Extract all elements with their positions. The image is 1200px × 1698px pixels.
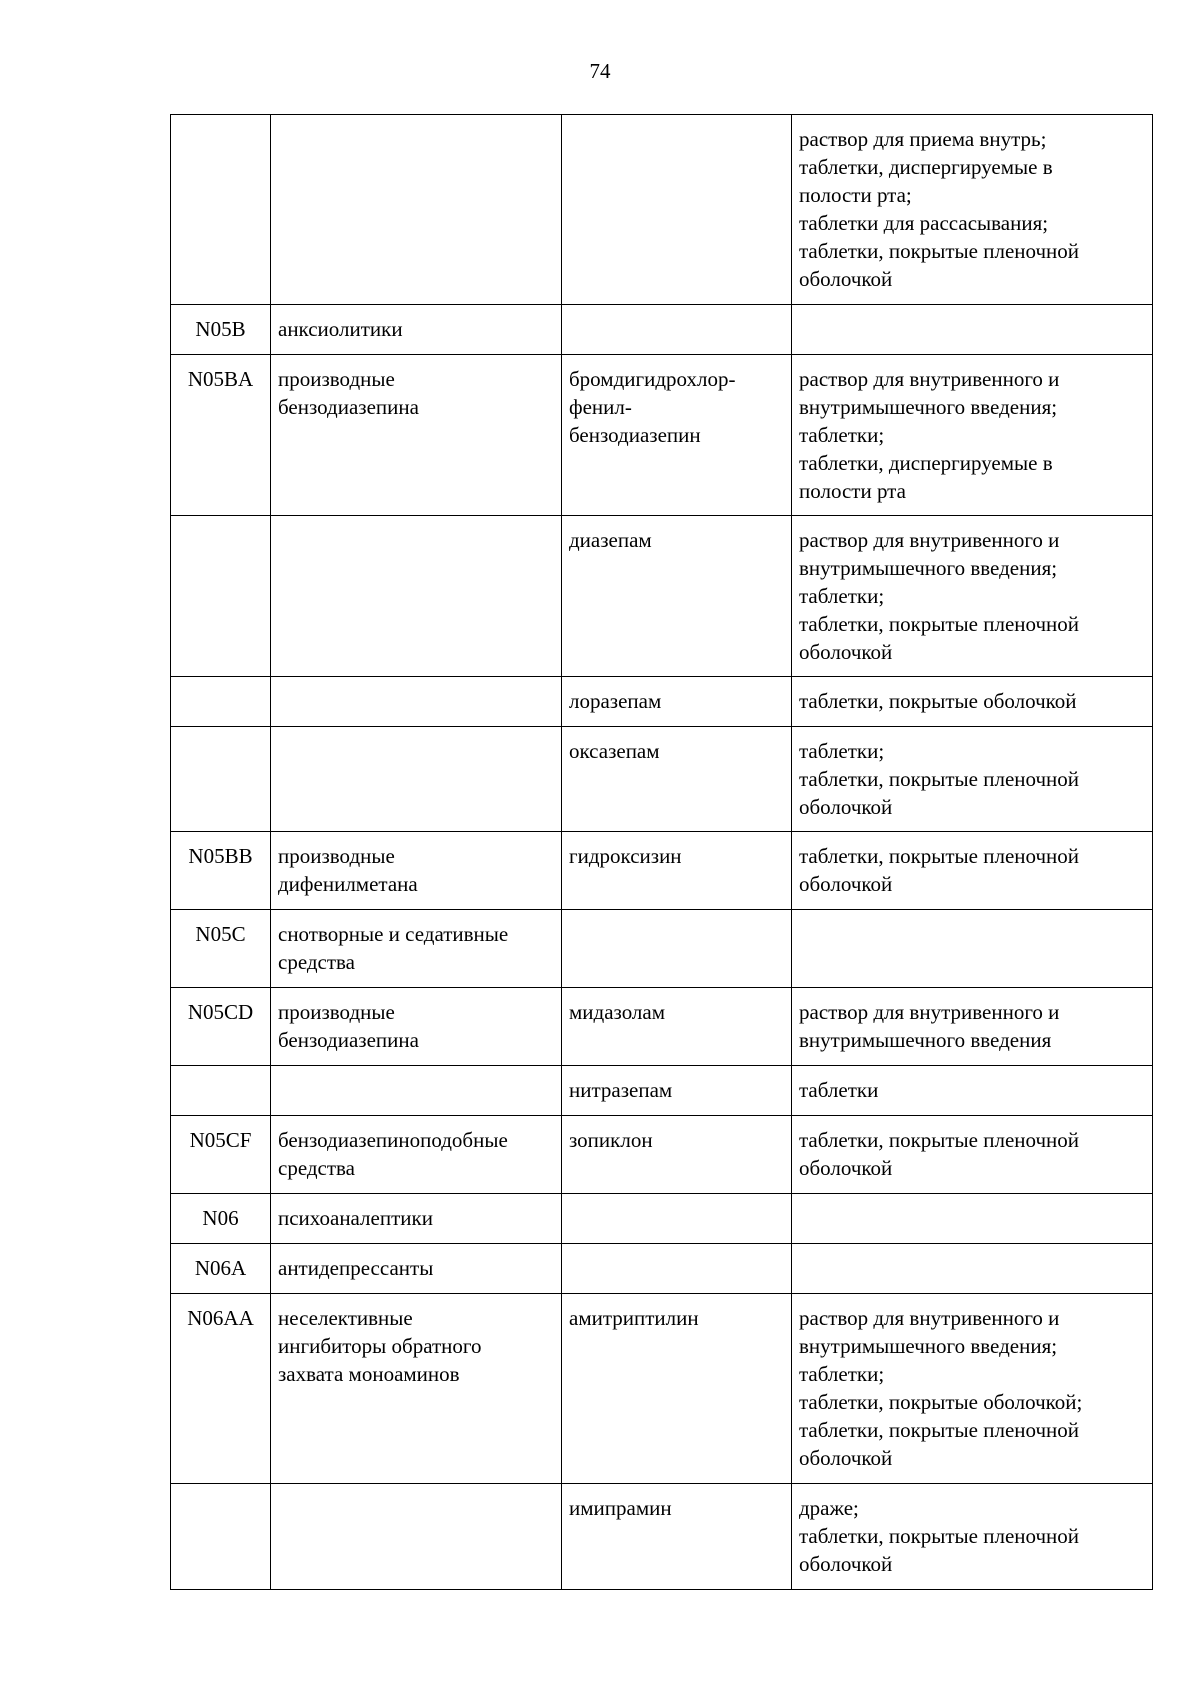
substance-name-cell [562,1194,792,1244]
group-name-line: ингибиторы обратного [278,1334,482,1358]
group-name-line: снотворные и седативные [278,922,509,946]
table-row [171,727,1153,832]
substance-name-cell [562,1116,792,1194]
group-name-line: бензодиазепиноподобные [278,1128,508,1152]
group-name-cell [271,115,562,305]
substance-name-line: зопиклон [569,1128,653,1152]
substance-name-cell [562,305,792,355]
table-row [171,910,1153,988]
dosage-forms-cell [792,1116,1153,1194]
atc-code-cell [171,677,271,727]
dosage-forms-line: полости рта; [799,183,912,207]
dosage-forms-cell [792,1066,1153,1116]
substance-name-cell [562,115,792,305]
substance-name-line: бромдигидрохлор- [569,367,736,391]
table-row [171,832,1153,910]
dosage-forms-cell [792,355,1153,516]
group-name-cell [271,1066,562,1116]
dosage-forms-line: таблетки, диспергируемые в [799,155,1053,179]
group-name-line: неселективные [278,1306,413,1330]
group-name-line: производные [278,844,395,868]
dosage-forms-line: оболочкой [799,267,893,291]
dosage-forms-line: внутримышечного введения [799,1028,1052,1052]
substance-name-cell [562,1294,792,1484]
group-name-line: дифенилметана [278,872,418,896]
atc-code-cell: N05B [171,305,271,355]
dosage-forms-line: внутримышечного введения; [799,1334,1058,1358]
dosage-forms-line: раствор для внутривенного и [799,1000,1060,1024]
dosage-forms-line: таблетки; [799,423,885,447]
substance-name-line: лоразепам [569,689,662,713]
group-name-cell [271,355,562,516]
substance-name-cell [562,516,792,677]
dosage-forms-line: оболочкой [799,1446,893,1470]
substance-name-cell [562,988,792,1066]
dosage-forms-line: таблетки, диспергируемые в [799,451,1053,475]
table-row [171,355,1153,516]
dosage-forms-line: таблетки, покрытые пленочной [799,239,1080,263]
dosage-forms-line: раствор для внутривенного и [799,528,1060,552]
atc-code-cell [171,1066,271,1116]
drug-table [170,114,1153,1590]
dosage-forms-line: таблетки, покрытые оболочкой; [799,1390,1083,1414]
dosage-forms-cell [792,727,1153,832]
atc-code-cell: N06AA [171,1294,271,1484]
dosage-forms-cell [792,305,1153,355]
group-name-cell [271,1244,562,1294]
dosage-forms-cell [792,1484,1153,1590]
substance-name-cell [562,1484,792,1590]
atc-code-cell: N06 [171,1194,271,1244]
substance-name-line: диазепам [569,528,652,552]
table-row [171,1066,1153,1116]
substance-name-cell [562,727,792,832]
group-name-cell [271,832,562,910]
dosage-forms-cell [792,1244,1153,1294]
dosage-forms-line: таблетки, покрытые пленочной [799,767,1080,791]
atc-code-cell [171,115,271,305]
dosage-forms-line: таблетки для рассасывания; [799,211,1049,235]
dosage-forms-line: таблетки; [799,739,885,763]
table-row [171,988,1153,1066]
dosage-forms-line: раствор для приема внутрь; [799,127,1047,151]
group-name-line: производные [278,1000,395,1024]
atc-code-cell: N05BA [171,355,271,516]
substance-name-cell [562,1066,792,1116]
group-name-line: средства [278,1156,356,1180]
atc-code-cell [171,727,271,832]
dosage-forms-cell [792,988,1153,1066]
group-name-line: бензодиазепина [278,395,419,419]
substance-name-cell [562,910,792,988]
group-name-line: средства [278,950,356,974]
substance-name-line: фенил- [569,395,632,419]
group-name-cell [271,1116,562,1194]
group-name-cell [271,1194,562,1244]
dosage-forms-line: внутримышечного введения; [799,556,1058,580]
table-row [171,115,1153,305]
group-name-cell [271,910,562,988]
dosage-forms-line: таблетки [799,1078,879,1102]
dosage-forms-line: раствор для внутривенного и [799,367,1060,391]
table-row [171,677,1153,727]
group-name-line: психоаналептики [278,1206,433,1230]
group-name-cell [271,677,562,727]
substance-name-line: амитриптилин [569,1306,699,1330]
substance-name-line: нитразепам [569,1078,673,1102]
table-row [171,305,1153,355]
dosage-forms-cell [792,1294,1153,1484]
table-row [171,1244,1153,1294]
dosage-forms-line: оболочкой [799,640,893,664]
substance-name-line: бензодиазепин [569,423,701,447]
page-number: 74 [589,59,611,83]
atc-code-cell: N05C [171,910,271,988]
group-name-cell [271,516,562,677]
group-name-line: анксиолитики [278,317,403,341]
substance-name-line: оксазепам [569,739,660,763]
dosage-forms-cell [792,516,1153,677]
table-row [171,516,1153,677]
group-name-cell [271,1294,562,1484]
dosage-forms-line: оболочкой [799,1552,893,1576]
substance-name-line: имипрамин [569,1496,672,1520]
dosage-forms-line: таблетки; [799,584,885,608]
atc-code-cell: N05CF [171,1116,271,1194]
dosage-forms-line: таблетки, покрытые пленочной [799,1128,1080,1152]
dosage-forms-line: таблетки, покрытые пленочной [799,1524,1080,1548]
dosage-forms-line: таблетки; [799,1362,885,1386]
atc-code-cell: N05BB [171,832,271,910]
dosage-forms-line: таблетки, покрытые пленочной [799,612,1080,636]
substance-name-cell [562,832,792,910]
group-name-cell [271,305,562,355]
dosage-forms-cell [792,115,1153,305]
dosage-forms-cell [792,832,1153,910]
dosage-forms-line: внутримышечного введения; [799,395,1058,419]
atc-code-cell: N06A [171,1244,271,1294]
group-name-line: антидепрессанты [278,1256,434,1280]
substance-name-cell [562,355,792,516]
dosage-forms-line: оболочкой [799,872,893,896]
dosage-forms-cell [792,910,1153,988]
dosage-forms-cell [792,1194,1153,1244]
table-row [171,1484,1153,1590]
dosage-forms-line: раствор для внутривенного и [799,1306,1060,1330]
dosage-forms-line: таблетки, покрытые пленочной [799,1418,1080,1442]
dosage-forms-line: оболочкой [799,795,893,819]
atc-code-cell [171,1484,271,1590]
group-name-cell [271,1484,562,1590]
group-name-line: бензодиазепина [278,1028,419,1052]
group-name-line: захвата моноаминов [278,1362,460,1386]
dosage-forms-line: оболочкой [799,1156,893,1180]
dosage-forms-cell [792,677,1153,727]
substance-name-cell [562,677,792,727]
table-row [171,1294,1153,1484]
atc-code-cell [171,516,271,677]
dosage-forms-line: таблетки, покрытые пленочной [799,844,1080,868]
substance-name-line: мидазолам [569,1000,666,1024]
dosage-forms-line: таблетки, покрытые оболочкой [799,689,1077,713]
group-name-cell [271,988,562,1066]
table-row [171,1194,1153,1244]
substance-name-cell [562,1244,792,1294]
substance-name-line: гидроксизин [569,844,682,868]
group-name-line: производные [278,367,395,391]
atc-code-cell: N05CD [171,988,271,1066]
table-body [171,115,1153,1590]
table-row [171,1116,1153,1194]
dosage-forms-line: полости рта [799,479,906,503]
group-name-cell [271,727,562,832]
dosage-forms-line: драже; [799,1496,859,1520]
